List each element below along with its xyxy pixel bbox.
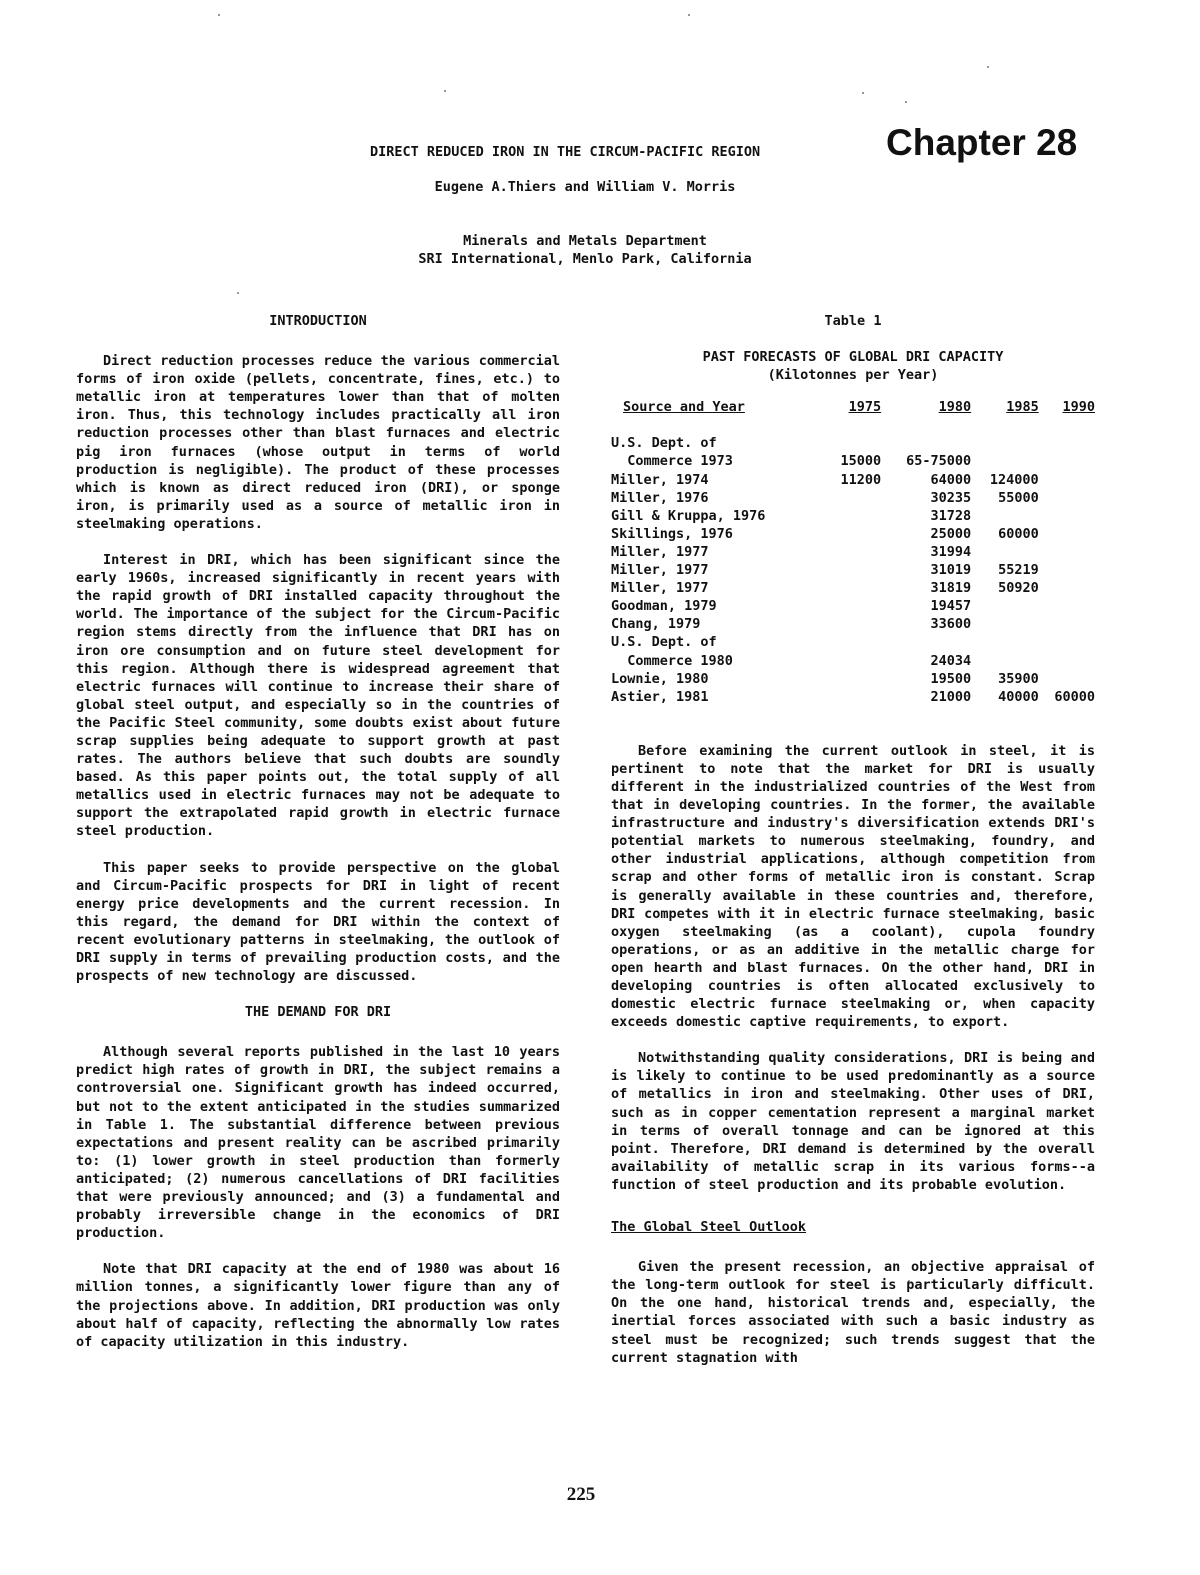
table-label: Table 1 [824, 313, 882, 329]
table-cell-value [971, 434, 1039, 452]
table-cell-value [1039, 452, 1095, 470]
table-cell-value: 65-75000 [906, 453, 972, 470]
table-cell-value [1039, 579, 1095, 597]
table-row [611, 688, 1095, 706]
table-cell-source: Goodman, 1979 [611, 598, 717, 615]
table-cell-source: Astier, 1981 [611, 688, 709, 705]
table-title: PAST FORECASTS OF GLOBAL DRI CAPACITY [702, 349, 1004, 366]
table-row [611, 670, 1095, 688]
author-department: Minerals and Metals Department [463, 233, 707, 249]
scan-speck [237, 292, 239, 294]
table-cell-value [825, 670, 881, 688]
table-row [611, 615, 1095, 633]
table-row [611, 652, 1095, 670]
table-cell-value [1039, 434, 1095, 452]
right-column [611, 312, 1095, 1385]
table-row [611, 561, 1095, 579]
body-paragraph: Given the present recession, an objective appraisal of the long-term outlook for steel is particularly difficult. On the one hand, historical trends and, especially, the inertial forces associated with such a basic industry as steel must be recognized; such trends suggest that the current stagnation with [611, 1259, 1095, 1366]
table-cell-value: 40000 [998, 688, 1039, 705]
scan-speck [444, 90, 446, 92]
left-column [76, 312, 560, 1369]
table-cell-value: 21000 [930, 688, 972, 705]
table-cell-value: 33600 [930, 616, 972, 633]
column-header: 1980 [938, 399, 972, 416]
table-cell-value [1039, 471, 1095, 489]
table-cell-value [825, 543, 881, 561]
table-cell-value [1039, 561, 1095, 579]
table-row [611, 452, 1095, 470]
scan-speck [905, 101, 907, 103]
subsection-heading-steel-outlook: The Global Steel Outlook [611, 1219, 807, 1236]
table-row [611, 597, 1095, 615]
table-cell-source: U.S. Dept. of [611, 634, 717, 651]
table-cell-value [825, 597, 881, 615]
scan-speck [862, 92, 864, 94]
table-cell-value: 11200 [840, 471, 882, 488]
body-paragraph: This paper seeks to provide perspective on the global and Circum-Pacific prospects for DRI in light of recent energy price developments and the current recession. In this regard, the demand for DRI within the context of recent evolutionary patterns in steelmaking, the outlook of DRI supply in terms of prevailing production costs, and the prospects of new technology are discussed. [76, 859, 560, 985]
table-cell-value [1039, 507, 1095, 525]
table-cell-value [825, 579, 881, 597]
forecast-table [611, 398, 1095, 706]
table-cell-value [971, 597, 1039, 615]
table-row [611, 543, 1095, 561]
table-row [611, 434, 1095, 452]
table-cell-value [971, 652, 1039, 670]
body-paragraph: Note that DRI capacity at the end of 1980 was about 16 million tonnes, a significantly lower figure than any of the projections above. In addition, DRI production was only about half of capacity, reflecting the abnormally low rates of capacity utilization in this industry. [76, 1261, 560, 1350]
body-paragraph: Although several reports published in the last 10 years predict high rates of growth in DRI, the subject remains a controversial one. Significant growth has indeed occurred, but not to the extent anticipated in the studies summarized in Table 1. The substantial difference between previous expectations and present reality can be ascribed primarily to: (1) lower growth in steel production than formerly anticipated; (2) numerous cancellations of DRI facilities that were previously announced; and (3) a fundamental and probably irreversible change in the economics of DRI production. [76, 1044, 560, 1242]
table-cell-source: U.S. Dept. of [611, 435, 717, 452]
table-cell-source: Miller, 1974 [611, 471, 709, 488]
page-number: 225 [566, 1484, 596, 1505]
table-cell-value [825, 633, 881, 651]
table-cell-value [825, 688, 881, 706]
author-institution: SRI International, Menlo Park, California [418, 251, 752, 267]
table-cell-value [825, 434, 881, 452]
table-cell-value: 31819 [930, 580, 972, 597]
table-cell-value [881, 633, 971, 651]
table-cell-value: 24034 [930, 652, 972, 669]
table-cell-source: Gill & Kruppa, 1976 [611, 507, 766, 524]
table-cell-value [1039, 633, 1095, 651]
body-paragraph: Notwithstanding quality considerations, DRI is being and is likely to continue to be used predominantly as a source of metallics in iron and steelmaking. Other uses of DRI, such as in copper cementation represent a marginal market in terms of overall tonnage and can be ignored at this point. Therefore, DRI demand is determined by the overall availability of metallic scrap in its various forms--a function of steel production and its probable evolution. [611, 1050, 1095, 1193]
table-cell-value [825, 507, 881, 525]
paper-authors: Eugene A.Thiers and William V. Morris [434, 179, 736, 195]
table-cell-value [1039, 670, 1095, 688]
scan-speck [987, 66, 989, 68]
table-cell-value [1039, 615, 1095, 633]
table-cell-value [825, 652, 881, 670]
table-cell-source: Skillings, 1976 [611, 525, 733, 542]
table-cell-value: 55000 [998, 489, 1039, 506]
table-cell-value [825, 561, 881, 579]
table-cell-value: 31019 [930, 562, 972, 579]
table-cell-value [825, 615, 881, 633]
table-cell-value: 19500 [930, 670, 972, 687]
section-heading-introduction: INTRODUCTION [269, 313, 367, 329]
table-cell-value: 25000 [930, 525, 972, 542]
table-cell-source: Miller, 1977 [611, 543, 709, 560]
column-header: 1990 [1062, 399, 1095, 416]
table-cell-source: Chang, 1979 [611, 616, 701, 633]
table-cell-value: 55219 [998, 562, 1039, 579]
column-header: Source and Year [623, 399, 745, 416]
table-cell-value: 35900 [998, 670, 1039, 687]
table-cell-value: 30235 [930, 489, 972, 506]
table-row [611, 471, 1095, 489]
table-cell-value: 31994 [930, 543, 972, 560]
table-row [611, 507, 1095, 525]
table-row [611, 489, 1095, 507]
table-row [611, 579, 1095, 597]
table-cell-source: Miller, 1976 [611, 489, 709, 506]
paper-title: DIRECT REDUCED IRON IN THE CIRCUM-PACIFIC REGION [370, 144, 761, 160]
table-cell-value [971, 452, 1039, 470]
table-cell-value: 19457 [930, 598, 972, 615]
table-cell-source: Miller, 1977 [611, 562, 709, 579]
table-cell-value [971, 633, 1039, 651]
table-cell-source: Commerce 1980 [611, 652, 733, 669]
table-body [611, 434, 1095, 705]
table-cell-value: 64000 [930, 471, 972, 488]
table-cell-value [1039, 543, 1095, 561]
table-cell-value: 60000 [1054, 688, 1095, 705]
table-cell-value: 31728 [930, 507, 972, 524]
table-cell-source: Lownie, 1980 [611, 670, 709, 687]
table-row [611, 633, 1095, 651]
table-cell-value: 60000 [998, 525, 1039, 542]
column-header: 1985 [1006, 399, 1039, 416]
chapter-heading: Chapter 28 [886, 122, 1078, 163]
table-cell-value [1039, 597, 1095, 615]
body-paragraph: Interest in DRI, which has been significant since the early 1960s, increased significantly in recent years with the rapid growth of DRI installed capacity throughout the world. The importance of the subject for the Circum-Pacific region stems directly from the influence that DRI has on iron ore consumption and on future steel development for this region. Although there is widespread agreement that electric furnaces will continue to increase their share of global steel output, and especially so in the countries of the Pacific Steel community, some doubts exist about future scrap supplies being adequate to support growth at past rates. The authors believe that such doubts are soundly based. As this paper points out, the total supply of all metallics used in electric furnaces may not be adequate to support the extrapolated rapid growth in electric furnace steel production. [76, 552, 560, 840]
table-cell-value: 50920 [998, 580, 1039, 597]
column-header: 1975 [848, 399, 882, 416]
table-units: (Kilotonnes per Year) [767, 367, 939, 384]
table-cell-value [1039, 652, 1095, 670]
section-heading-demand: THE DEMAND FOR DRI [244, 1004, 392, 1021]
table-cell-value [825, 489, 881, 507]
table-cell-value [825, 525, 881, 543]
table-cell-source: Commerce 1973 [611, 453, 733, 470]
table-cell-value [1039, 525, 1095, 543]
table-cell-value [971, 543, 1039, 561]
table-cell-value [971, 507, 1039, 525]
table-header-row [611, 398, 1095, 434]
table-cell-value [1039, 489, 1095, 507]
body-paragraph: Direct reduction processes reduce the various commercial forms of iron oxide (pellets, concentrate, fines, etc.) to metallic iron at temperatures lower than that of molten iron. Thus, this technology includes practically all iron reduction processes other than blast furnaces and electric pig iron furnaces (whose output in terms of world production is negligible). The product of these processes which is known as direct reduced iron (DRI), or sponge iron, is primarily used as a source of metallic iron in steelmaking operations. [76, 353, 560, 532]
table-cell-source: Miller, 1977 [611, 580, 709, 597]
table-cell-value [971, 615, 1039, 633]
table-cell-value: 15000 [840, 453, 882, 470]
table-cell-value: 124000 [989, 471, 1039, 488]
table-row [611, 525, 1095, 543]
body-paragraph: Before examining the current outlook in steel, it is pertinent to note that the market for DRI is usually different in the industrialized countries of the West from that in developing countries. In the former, the available infrastructure and industry's diversification extends DRI's potential markets to numerous steelmaking, foundry, and other industrial applications, although competition from scrap and other forms of metallic iron is constant. Scrap is generally available in these countries and, therefore, DRI competes with it in electric furnace steelmaking, basic oxygen steelmaking (as a coolant), cupola foundry operations, or as an additive in the metallic charge for open hearth and blast furnaces. On the other hand, DRI in developing countries is often allocated exclusively to domestic electric furnace steelmaking or, when capacity exceeds domestic captive requirements, to export. [611, 742, 1095, 1031]
table-cell-value [881, 434, 971, 452]
scan-speck [688, 14, 690, 16]
scan-speck [218, 14, 220, 16]
